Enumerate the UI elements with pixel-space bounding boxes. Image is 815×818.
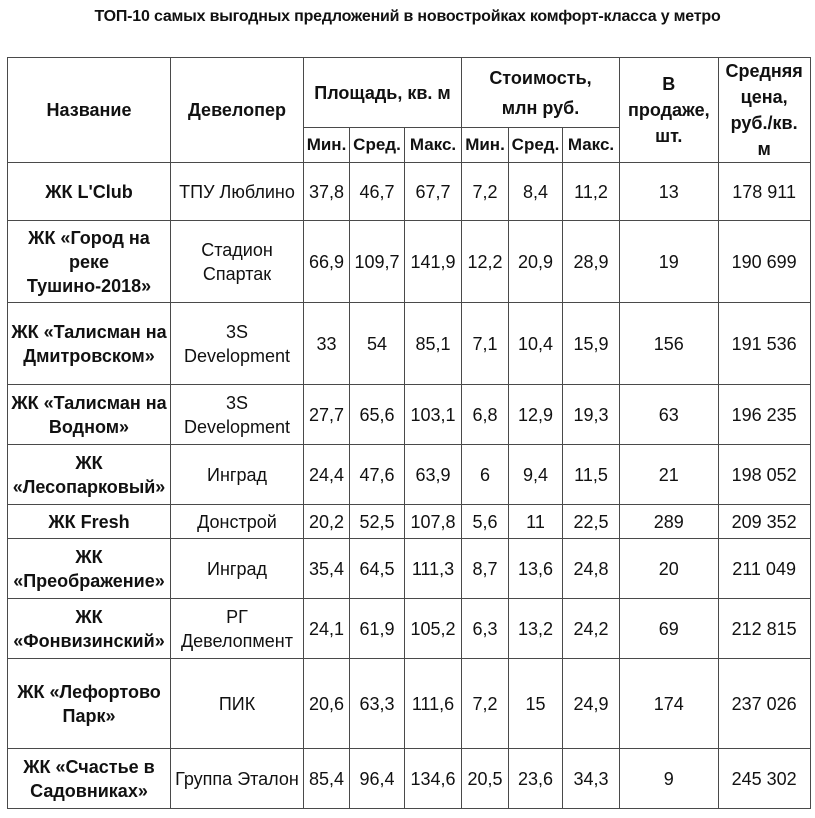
cell-on-sale: 289 (620, 505, 719, 539)
table-row (8, 505, 811, 539)
cell-on-sale: 21 (620, 445, 719, 505)
cell-name: ЖК «Талисман на Водном» (8, 385, 171, 445)
cell-cost-min: 7,2 (462, 163, 509, 221)
table-row (8, 303, 811, 385)
cell-on-sale: 13 (620, 163, 719, 221)
table-row (8, 445, 811, 505)
cell-area-avg: 61,9 (350, 599, 405, 659)
cell-cost-min: 6,3 (462, 599, 509, 659)
cell-area-avg: 54 (350, 303, 405, 385)
col-header-name: Название (8, 58, 171, 163)
table-row (8, 163, 811, 221)
cell-cost-max: 28,9 (563, 221, 620, 303)
col-header-area: Площадь, кв. м (304, 58, 462, 128)
cell-area-min: 20,6 (304, 659, 350, 749)
cell-cost-avg: 13,6 (509, 539, 563, 599)
cell-cost-avg: 23,6 (509, 749, 563, 809)
cell-cost-min: 7,2 (462, 659, 509, 749)
cell-cost-max: 19,3 (563, 385, 620, 445)
cell-cost-min: 6,8 (462, 385, 509, 445)
cell-cost-max: 24,9 (563, 659, 620, 749)
cell-avg-price: 209 352 (718, 505, 810, 539)
col-header-cost: Стоимость, млн руб. (462, 58, 620, 128)
table-row (8, 539, 811, 599)
subheader-cost-avg: Сред. (509, 128, 563, 163)
cell-area-min: 20,2 (304, 505, 350, 539)
cell-cost-max: 15,9 (563, 303, 620, 385)
cell-cost-max: 11,5 (563, 445, 620, 505)
cell-area-min: 35,4 (304, 539, 350, 599)
cell-area-avg: 64,5 (350, 539, 405, 599)
cell-cost-min: 8,7 (462, 539, 509, 599)
cell-area-max: 105,2 (405, 599, 462, 659)
cell-developer: Группа Эталон (171, 749, 304, 809)
cell-name: ЖК Fresh (8, 505, 171, 539)
cell-area-avg: 63,3 (350, 659, 405, 749)
cell-cost-avg: 13,2 (509, 599, 563, 659)
cell-developer: ПИК (171, 659, 304, 749)
cell-cost-max: 34,3 (563, 749, 620, 809)
cell-area-max: 63,9 (405, 445, 462, 505)
cell-name: ЖК «Счастье в Садовниках» (8, 749, 171, 809)
header-row (8, 58, 811, 128)
cell-area-max: 103,1 (405, 385, 462, 445)
cell-avg-price: 178 911 (718, 163, 810, 221)
cell-cost-min: 5,6 (462, 505, 509, 539)
cell-cost-max: 24,2 (563, 599, 620, 659)
cell-cost-avg: 20,9 (509, 221, 563, 303)
cell-area-max: 111,6 (405, 659, 462, 749)
cell-name: ЖК «Фонвизинский» (8, 599, 171, 659)
cell-cost-min: 20,5 (462, 749, 509, 809)
cell-name: ЖК «Преображение» (8, 539, 171, 599)
subheader-cost-max: Макс. (563, 128, 620, 163)
cell-name: ЖК «Лесопарковый» (8, 445, 171, 505)
cell-area-avg: 47,6 (350, 445, 405, 505)
cell-developer: 3S Development (171, 303, 304, 385)
cell-cost-max: 22,5 (563, 505, 620, 539)
table-row (8, 749, 811, 809)
col-header-avg-price: Средняя цена, руб./кв. м (718, 58, 810, 163)
cell-area-min: 85,4 (304, 749, 350, 809)
cell-developer: ТПУ Люблино (171, 163, 304, 221)
cell-cost-avg: 8,4 (509, 163, 563, 221)
cell-area-max: 111,3 (405, 539, 462, 599)
cell-cost-avg: 10,4 (509, 303, 563, 385)
table-row (8, 599, 811, 659)
cell-developer: Инград (171, 539, 304, 599)
cell-cost-max: 11,2 (563, 163, 620, 221)
table-row (8, 221, 811, 303)
col-header-developer: Девелопер (171, 58, 304, 163)
offers-table (7, 57, 811, 809)
cell-developer: РГ Девелопмент (171, 599, 304, 659)
cell-on-sale: 156 (620, 303, 719, 385)
cell-area-avg: 109,7 (350, 221, 405, 303)
cell-avg-price: 196 235 (718, 385, 810, 445)
cell-avg-price: 211 049 (718, 539, 810, 599)
col-header-on-sale: В продаже, шт. (620, 58, 719, 163)
cell-developer: 3S Development (171, 385, 304, 445)
subheader-area-avg: Сред. (350, 128, 405, 163)
cell-area-min: 24,1 (304, 599, 350, 659)
cell-area-avg: 65,6 (350, 385, 405, 445)
cell-avg-price: 245 302 (718, 749, 810, 809)
cell-avg-price: 190 699 (718, 221, 810, 303)
cell-cost-min: 6 (462, 445, 509, 505)
cell-on-sale: 9 (620, 749, 719, 809)
cell-area-min: 66,9 (304, 221, 350, 303)
cell-on-sale: 20 (620, 539, 719, 599)
cell-area-max: 107,8 (405, 505, 462, 539)
cell-name: ЖК L'Club (8, 163, 171, 221)
cell-area-avg: 96,4 (350, 749, 405, 809)
subheader-area-min: Мин. (304, 128, 350, 163)
cell-on-sale: 69 (620, 599, 719, 659)
cell-area-min: 33 (304, 303, 350, 385)
cell-cost-avg: 15 (509, 659, 563, 749)
table-row (8, 659, 811, 749)
cell-on-sale: 63 (620, 385, 719, 445)
cell-cost-min: 12,2 (462, 221, 509, 303)
cell-on-sale: 19 (620, 221, 719, 303)
cell-developer: Стадион Спартак (171, 221, 304, 303)
cell-area-avg: 52,5 (350, 505, 405, 539)
cell-area-avg: 46,7 (350, 163, 405, 221)
cell-developer: Инград (171, 445, 304, 505)
cell-on-sale: 174 (620, 659, 719, 749)
cell-area-max: 85,1 (405, 303, 462, 385)
cell-cost-avg: 9,4 (509, 445, 563, 505)
table-row (8, 385, 811, 445)
cell-name: ЖК «Город на реке Тушино-2018» (8, 221, 171, 303)
cell-area-max: 134,6 (405, 749, 462, 809)
cell-cost-avg: 12,9 (509, 385, 563, 445)
page-title: ТОП-10 самых выгодных предложений в новостройках комфорт-класса у метро (94, 8, 721, 25)
cell-cost-max: 24,8 (563, 539, 620, 599)
cell-avg-price: 237 026 (718, 659, 810, 749)
cell-name: ЖК «Талисман на Дмитровском» (8, 303, 171, 385)
cell-avg-price: 198 052 (718, 445, 810, 505)
subheader-cost-min: Мин. (462, 128, 509, 163)
cell-name: ЖК «Лефортово Парк» (8, 659, 171, 749)
cell-developer: Донстрой (171, 505, 304, 539)
cell-cost-avg: 11 (509, 505, 563, 539)
cell-area-max: 67,7 (405, 163, 462, 221)
cell-area-min: 24,4 (304, 445, 350, 505)
cell-cost-min: 7,1 (462, 303, 509, 385)
cell-avg-price: 212 815 (718, 599, 810, 659)
cell-area-max: 141,9 (405, 221, 462, 303)
subheader-area-max: Макс. (405, 128, 462, 163)
cell-area-min: 37,8 (304, 163, 350, 221)
cell-avg-price: 191 536 (718, 303, 810, 385)
cell-area-min: 27,7 (304, 385, 350, 445)
